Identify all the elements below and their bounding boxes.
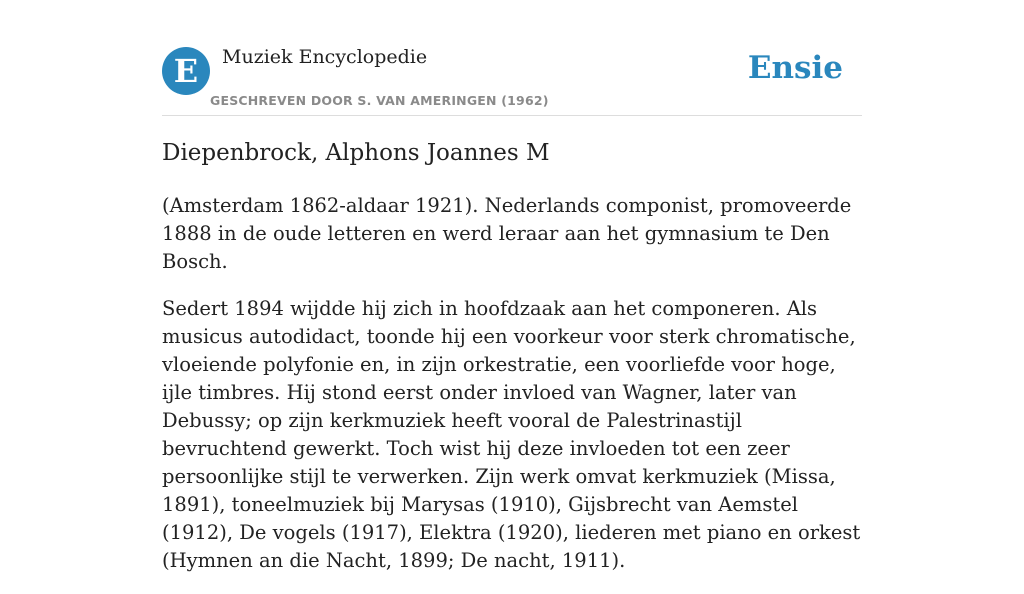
entry-paragraph: Sedert 1894 wijdde hij zich in hoofdzaak aan het componeren. Als musicus autodidact, toonde hij een voorkeur voor sterk chromatische, vloeiende polyfonie en, in zijn orkestratie, een voorliefde voor hoge, ijle timbres. Hij stond eerst onder invloed van Wagner, later van Debussy; op zijn kerkmuziek heeft vooral de Palestrinastijl bevruchtend gewerkt. Toch wist hij deze invloeden tot een zeer persoonlijke stijl te verwerken. Zijn werk omvat kerkmuziek (Missa, 1891), toneelmuziek bij Marysas (1910), Gijsbrecht van Aemstel (1912), De vogels (1917), Elektra (1920), liederen met piano en orkest (Hymnen an die Nacht, 1899; De nacht, 1911).	[162, 297, 861, 572]
header-divider	[162, 115, 862, 116]
author-byline: GESCHREVEN DOOR S. VAN AMERINGEN (1962)	[210, 93, 549, 108]
entry-title: Diepenbrock, Alphons Joannes M	[162, 140, 550, 166]
encyclopedia-logo-icon[interactable]: E	[162, 47, 210, 95]
entry-body	[162, 192, 862, 594]
brand-logo-link[interactable]: Ensie	[747, 50, 843, 86]
encyclopedia-title-link[interactable]: Muziek Encyclopedie	[222, 46, 428, 68]
entry-paragraph: (Amsterdam 1862-aldaar 1921). Nederlands componist, promoveerde 1888 in de oude letteren en werd leraar aan het gymnasium te Den Bosch.	[162, 194, 852, 273]
